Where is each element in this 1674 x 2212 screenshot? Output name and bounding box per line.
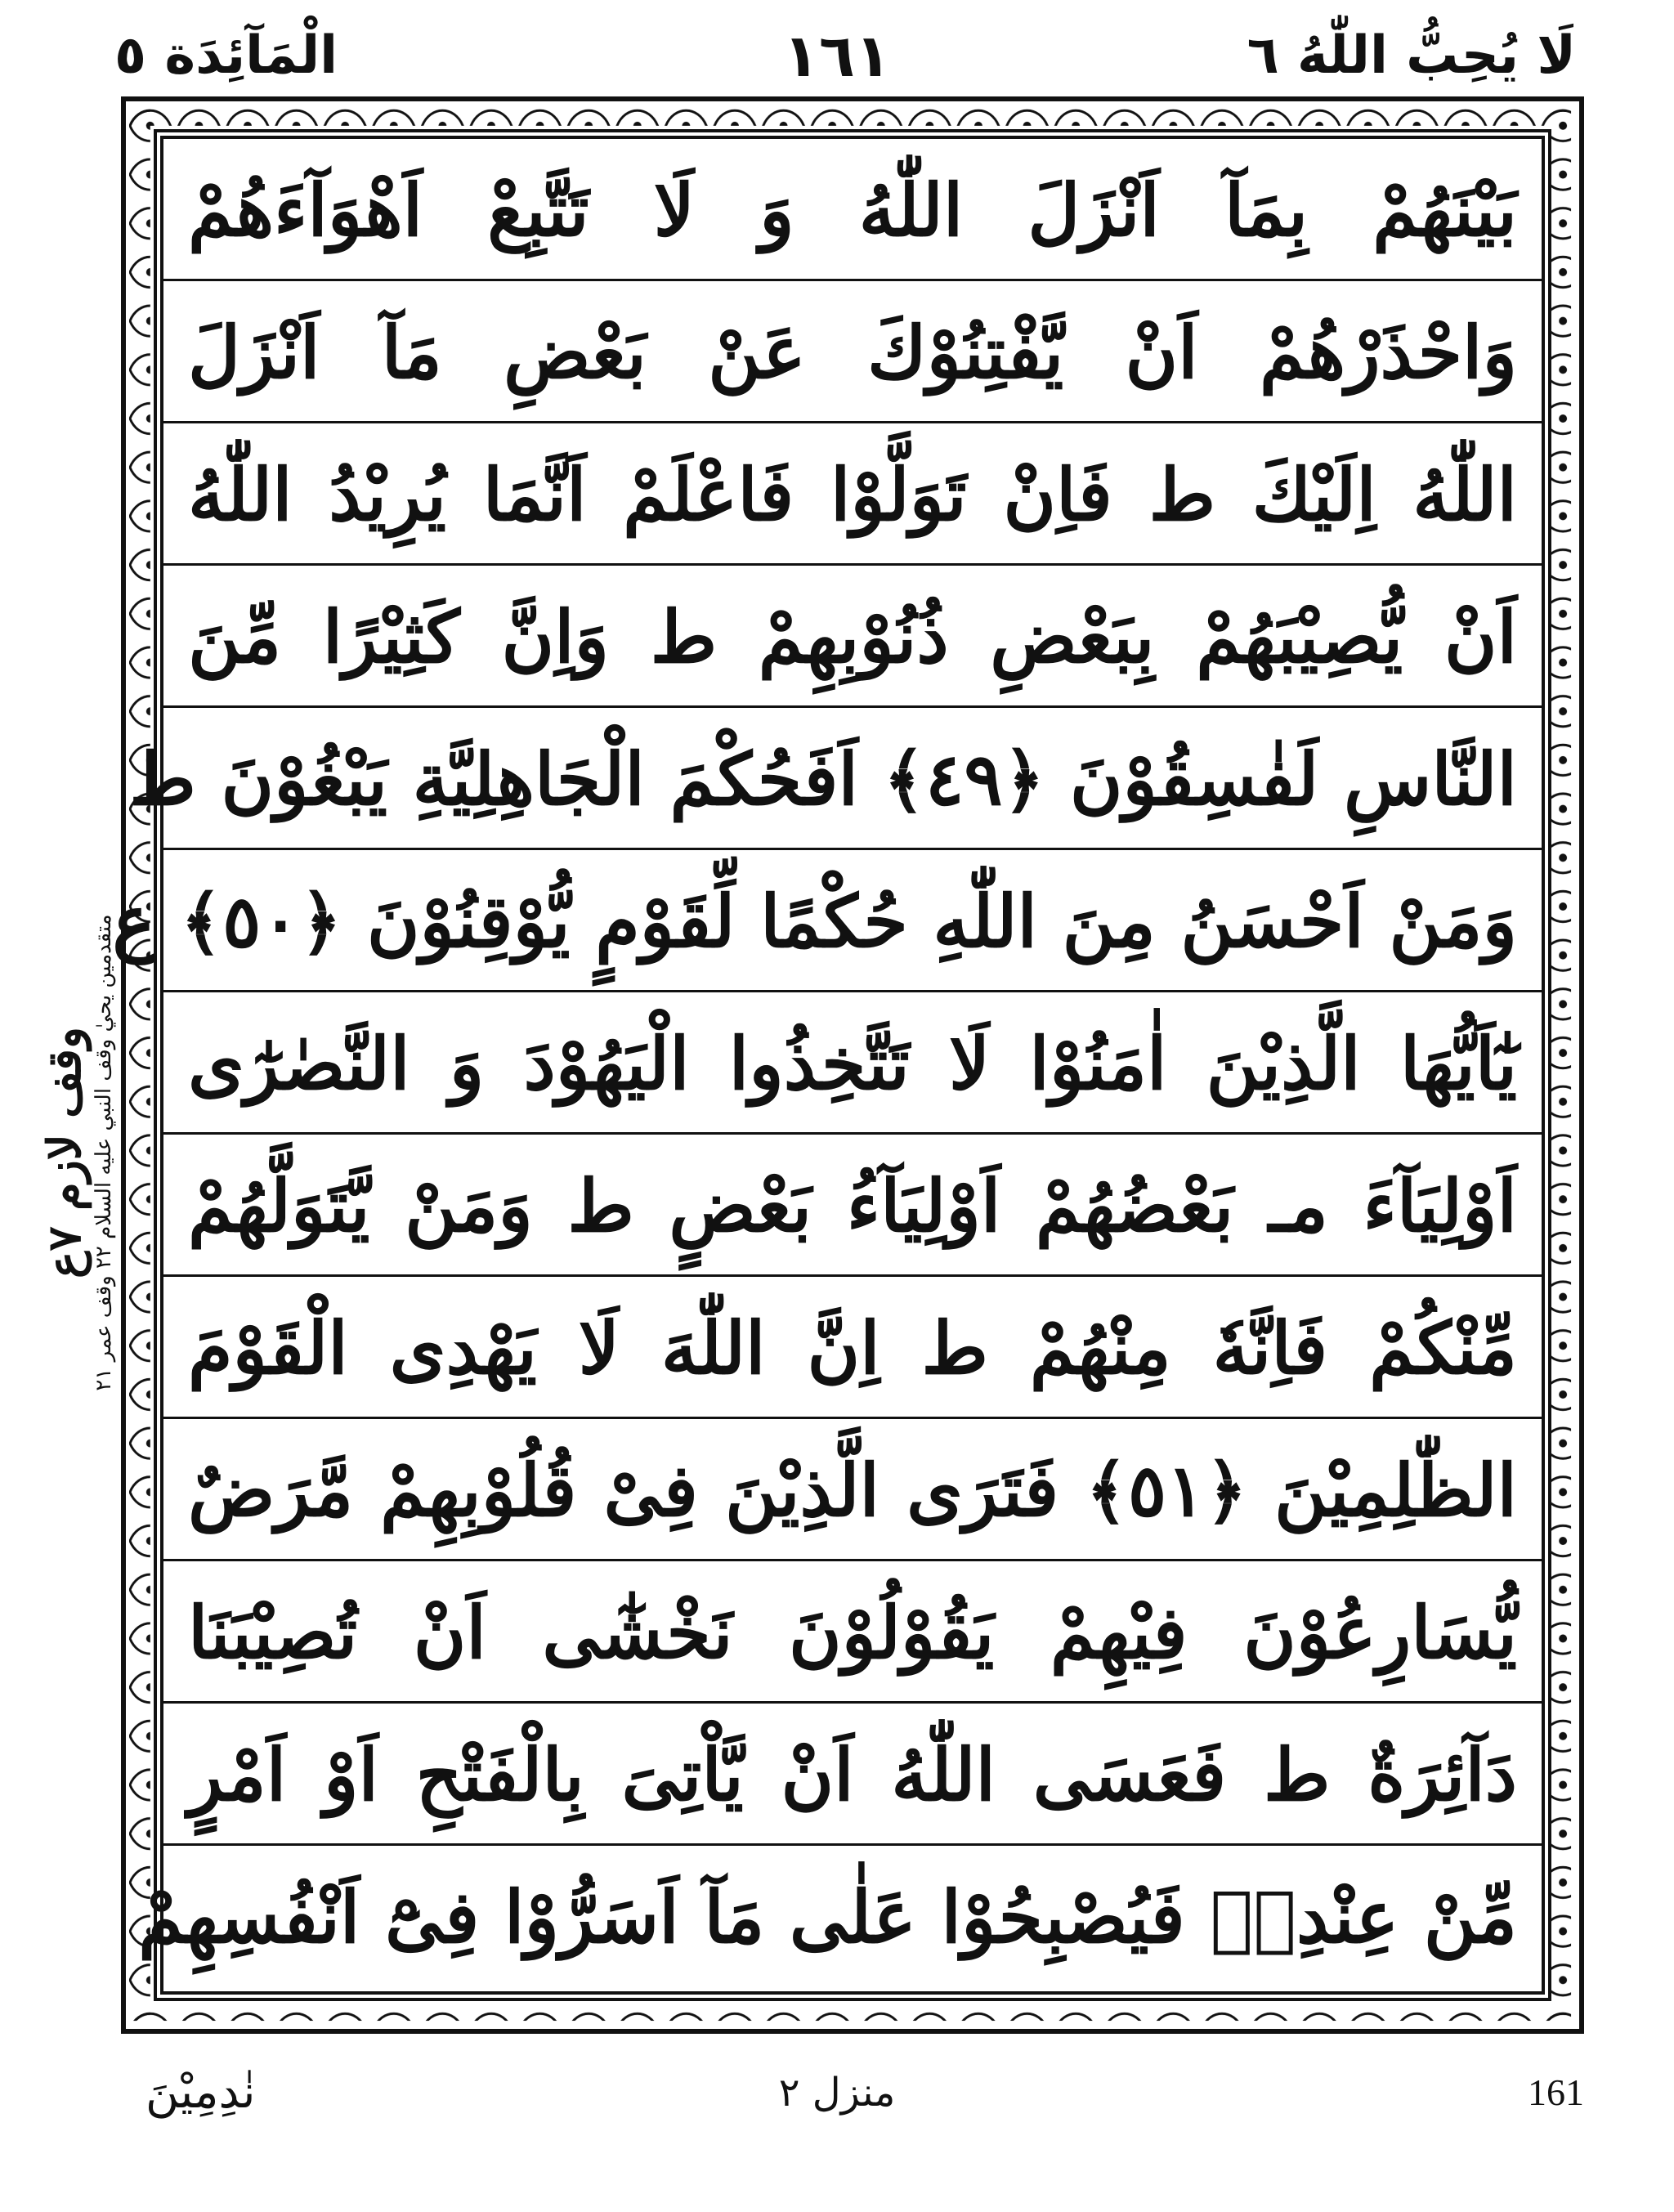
text-line-10: الظّٰلِمِيْنَ ﴿٥١﴾ فَتَرَى الَّذِيْنَ فِىْ قُلُوْبِهِمْ مَّرَضٌ xyxy=(163,1419,1542,1561)
text-line-3: اللّٰهُ اِلَيْكَ ط فَاِنْ تَوَلَّوْا فَاعْلَمْ اَنَّمَا يُرِيْدُ اللّٰهُ xyxy=(163,423,1542,566)
margin-note-detail: متقدمين يحيٰ وقف النبي عليه السلام ٢٢ وقف عمر ٢١ xyxy=(92,914,116,1391)
text-line-1: بَيْنَهُمْ بِمَآ اَنْزَلَ اللّٰهُ وَ لَا تَتَّبِعْ اَهْوَآءَهُمْ xyxy=(163,139,1542,281)
text-line-12: دَآئِرَةٌ ط فَعَسَى اللّٰهُ اَنْ يَّاْتِىَ بِالْفَتْحِ اَوْ اَمْرٍ xyxy=(163,1704,1542,1846)
text-line-13: مِّنْ عِنْدِهٖ فَيُصْبِحُوْا عَلٰى مَآ اَسَرُّوْا فِىْٓ اَنْفُسِهِمْ xyxy=(138,1874,1517,1959)
page-number-arabic: ١٦١ xyxy=(783,21,891,90)
text-panel xyxy=(112,136,1545,1995)
text-line-7: يٰٓاَيُّهَا الَّذِيْنَ اٰمَنُوْا لَا تَتَّخِذُوا الْيَهُوْدَ وَ النَّصٰرٰٓى xyxy=(163,992,1542,1135)
text-line-8: اَوْلِيَآءَ مـ بَعْضُهُمْ اَوْلِيَآءُ بَعْضٍ ط وَمَنْ يَّتَوَلَّهُمْ xyxy=(163,1135,1542,1277)
surah-name-label: الْمَآئِدَة ٥ xyxy=(114,25,338,86)
text-line-5: النَّاسِ لَفٰسِقُوْنَ ﴿٤٩﴾ اَفَحُكْمَ الْجَاهِلِيَّةِ يَبْغُوْنَ ط xyxy=(163,708,1542,850)
text-line-11: يُّسَارِعُوْنَ فِيْهِمْ يَقُوْلُوْنَ نَخْشٰٓى اَنْ تُصِيْبَنَا xyxy=(163,1561,1542,1704)
text-line-2: وَاحْذَرْهُمْ اَنْ يَّفْتِنُوْكَ عَنْ بَعْضِ مَآ اَنْزَلَ xyxy=(163,281,1542,423)
margin-note-main: وقف لازم ٧ع xyxy=(38,1027,92,1278)
margin-note xyxy=(33,866,121,1439)
manzil-label: منزل ٢ xyxy=(778,2070,896,2116)
page-number: 161 xyxy=(1528,2071,1584,2113)
text-line-4: اَنْ يُّصِيْبَهُمْ بِبَعْضِ ذُنُوْبِهِمْ ط وَاِنَّ كَثِيْرًا مِّنَ xyxy=(163,566,1542,708)
text-line-9: مِّنْكُمْ فَاِنَّهٗ مِنْهُمْ ط اِنَّ اللّٰهَ لَا يَهْدِى الْقَوْمَ xyxy=(163,1277,1542,1419)
catchword: نٰدِمِيْنَ xyxy=(145,2066,256,2119)
surah-juz-label: لَا يُحِبُّ اللّٰهُ ٦ xyxy=(1247,25,1576,86)
text-line-6: وَمَنْ اَحْسَنُ مِنَ اللّٰهِ حُكْمًا لِّقَوْمٍ يُّوْقِنُوْنَ ﴿٥٠﴾ ع xyxy=(163,850,1542,992)
